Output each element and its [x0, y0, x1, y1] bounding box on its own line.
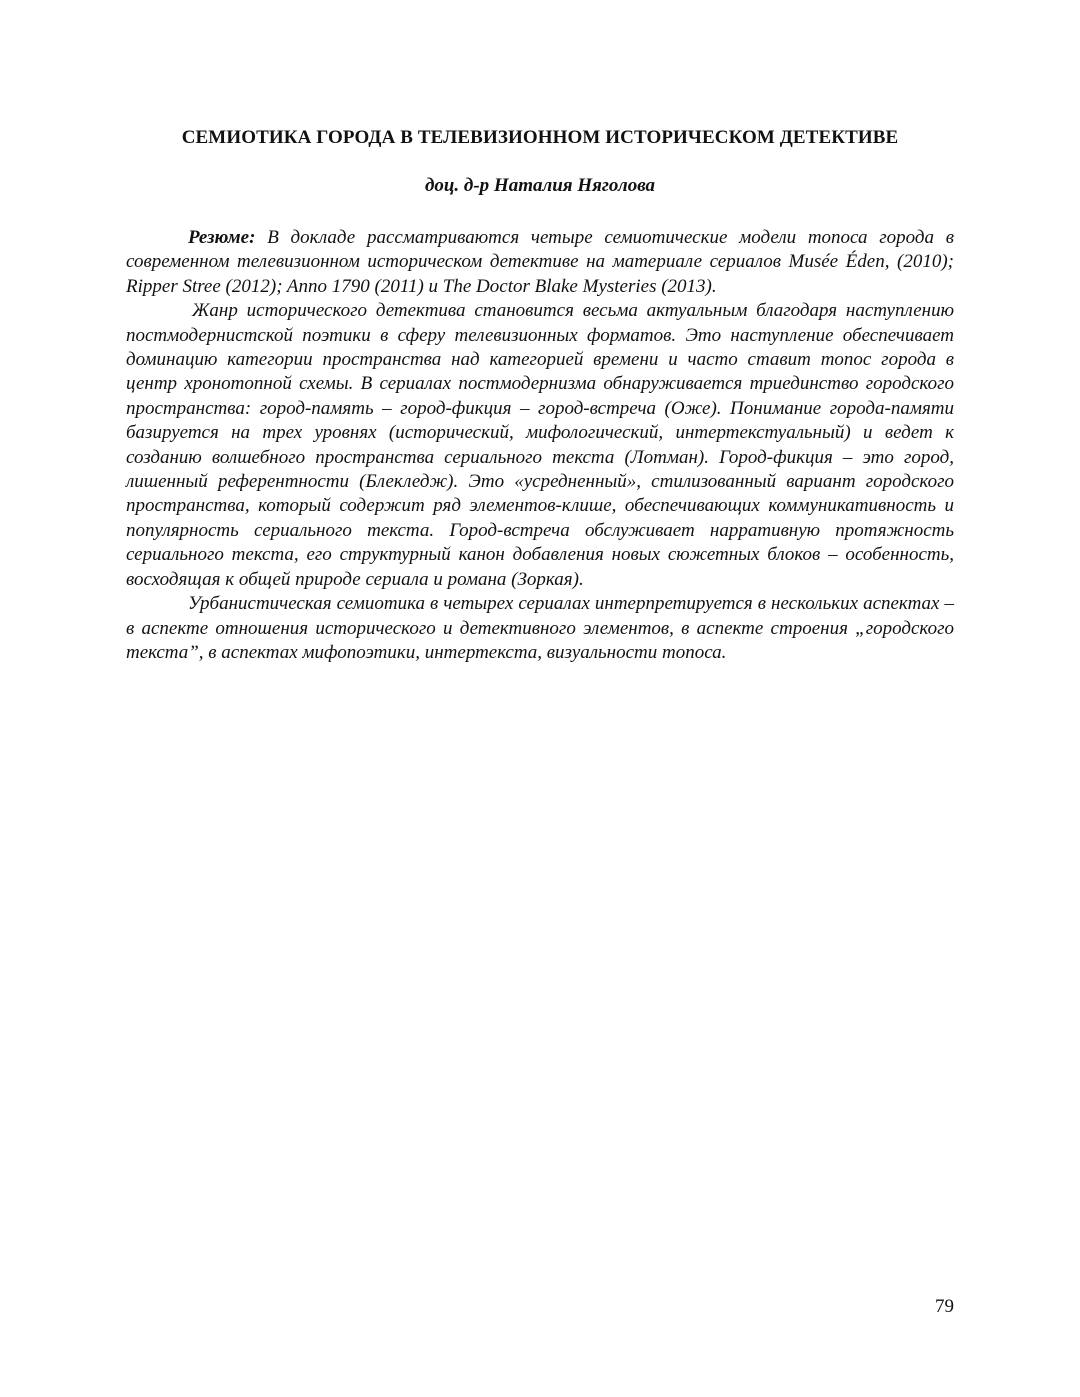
page-number: 79 [935, 1296, 954, 1317]
abstract-text: В докладе рассматриваются четыре семиотические модели топоса города в современном телевизионном историческом детективе на материале сериалов Musée Éden, (2010); Ripper Stree (2012); Anno 1790 (2011) и The Doctor Blake Mysteries (2013). [126, 227, 955, 297]
abstract-paragraph [126, 226, 954, 299]
paper-title: СЕМИОТИКА ГОРОДА В ТЕЛЕВИЗИОННОМ ИСТОРИЧЕСКОМ ДЕТЕКТИВЕ [181, 127, 899, 148]
body-paragraph-2: Урбанистическая семиотика в четырех сериалах интерпретируется в нескольких аспектах – в аспекте отношения исторического и детективного элементов, в аспекте строения „городского текста”, в аспектах мифопоэтики, интертекста, визуальности топоса. [126, 593, 954, 663]
paper-body [126, 226, 954, 665]
author-line: доц. д-р Наталия Няголова [424, 175, 656, 196]
body-paragraph-1: Жанр исторического детектива становится весьма актуальным благодаря наступлению постмодернистской поэтики в сферу телевизионных форматов. Это наступление обеспечивает доминацию категории пространства над категорией времени и часто ставит топос города в центр хронотопной схемы. В сериалах постмодернизма обнаруживается триединство городского пространства: город-память – город-фикция – город-встреча (Оже). Понимание города-памяти базируется на трех уровнях (исторический, мифологический, интертекстуальный) и ведет к созданию волшебного пространства сериального текста (Лотман). Город-фикция – это город, лишенный референтности (Блекледж). Это «усредненный», стилизованный вариант городского пространства, который содержит ряд элементов-клише, обеспечивающих коммуникативность и популярность сериального текста. Город-встреча обслуживает нарративную протяжность сериального текста, его структурный канон добавления новых сюжетных блоков – особенность, восходящая к общей природе сериала и романа (Зоркая). [126, 300, 954, 590]
abstract-label: Резюме: [188, 227, 256, 248]
